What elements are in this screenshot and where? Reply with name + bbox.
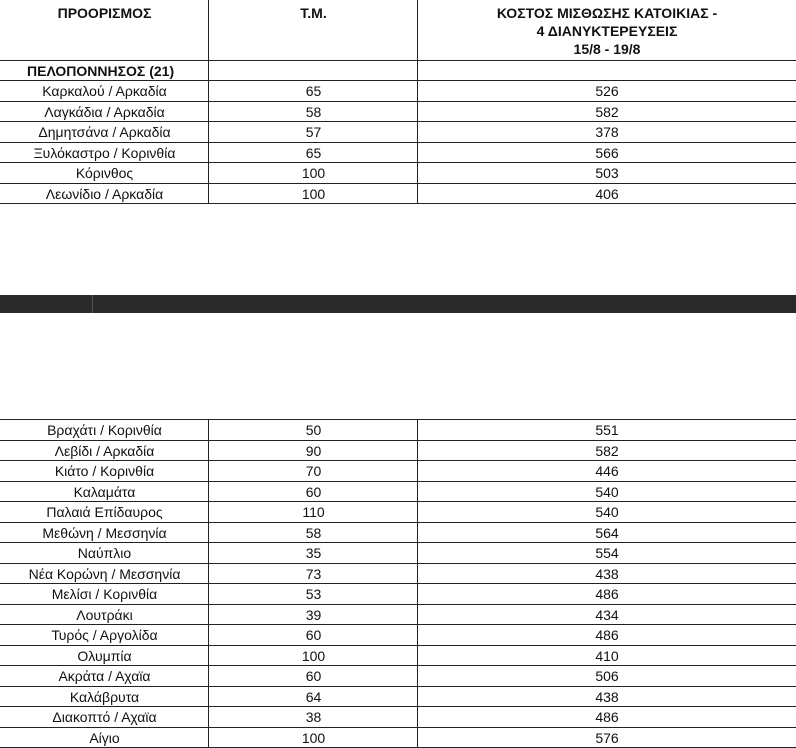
destination-cell: Ακράτα / Αχαϊα bbox=[58, 668, 151, 684]
cost-cell: 526 bbox=[595, 83, 619, 99]
destination-cell: Ναύπλιο bbox=[77, 545, 132, 561]
table-row bbox=[0, 728, 796, 748]
sqm-cell: 65 bbox=[305, 83, 322, 99]
destination-cell: Διακοπτό / Αχαϊα bbox=[52, 709, 157, 725]
cost-cell: 434 bbox=[595, 606, 619, 623]
destination-cell: Ξυλόκαστρο / Κορινθία bbox=[33, 144, 176, 161]
cost-cell: 438 bbox=[595, 688, 619, 705]
sqm-cell: 60 bbox=[305, 627, 322, 643]
sqm-cell: 53 bbox=[305, 586, 322, 602]
table-row bbox=[0, 707, 796, 728]
destination-cell: Παλαιά Επίδαυρος bbox=[46, 504, 163, 520]
cost-cell: 540 bbox=[595, 504, 619, 520]
header-cost-line3: 15/8 - 19/8 bbox=[573, 41, 641, 57]
cost-cell: 554 bbox=[595, 545, 619, 561]
destination-cell: Καρκαλού / Αρκαδία bbox=[42, 83, 167, 99]
destination-cell: Λεβίδι / Αρκαδία bbox=[54, 442, 155, 459]
destination-cell: Νέα Κορώνη / Μεσσηνία bbox=[28, 565, 181, 582]
destination-cell: Λουτράκι bbox=[76, 606, 133, 623]
destination-cell: Λαγκάδια / Αρκαδία bbox=[44, 103, 165, 120]
sqm-cell: 73 bbox=[305, 565, 322, 582]
sqm-cell: 38 bbox=[305, 709, 322, 725]
destination-cell: Ολυμπία bbox=[77, 647, 132, 664]
table-row bbox=[0, 163, 796, 184]
header-cost bbox=[418, 4, 796, 58]
cost-cell: 564 bbox=[595, 524, 619, 541]
destination-cell: Δημητσάνα / Αρκαδία bbox=[38, 124, 171, 140]
sqm-cell: 100 bbox=[301, 165, 326, 181]
sqm-cell: 65 bbox=[305, 144, 322, 161]
band-divider bbox=[92, 295, 93, 313]
destination-cell: Βραχάτι / Κορινθία bbox=[47, 422, 162, 438]
sqm-cell: 100 bbox=[301, 647, 326, 664]
cost-cell: 378 bbox=[595, 124, 619, 140]
header-cost-line2: 4 ΔΙΑΝΥΚΤΕΡΕΥΣΕΙΣ bbox=[536, 23, 678, 39]
sqm-cell: 64 bbox=[305, 688, 322, 705]
header-cost-line1: ΚΟΣΤΟΣ ΜΙΣΘΩΣΗΣ ΚΑΤΟΙΚΙΑΣ - bbox=[496, 5, 718, 21]
sqm-cell: 57 bbox=[305, 124, 322, 140]
table-row bbox=[0, 420, 796, 441]
sqm-cell: 35 bbox=[305, 545, 322, 561]
sqm-cell: 70 bbox=[305, 463, 322, 479]
dark-band bbox=[0, 295, 796, 313]
table-row bbox=[0, 461, 796, 482]
header-sqm: Τ.Μ. bbox=[300, 5, 327, 21]
header-destination: ΠΡΟΟΡΙΣΜΟΣ bbox=[57, 5, 152, 21]
table-row bbox=[0, 605, 796, 626]
cost-cell: 410 bbox=[595, 647, 619, 664]
destination-cell: Αίγιο bbox=[89, 729, 120, 746]
table-row bbox=[0, 523, 796, 544]
table-row bbox=[0, 543, 796, 564]
section-row bbox=[0, 61, 796, 81]
sqm-cell: 39 bbox=[305, 606, 322, 623]
table-row bbox=[0, 143, 796, 164]
table-row bbox=[0, 184, 796, 205]
table-row bbox=[0, 564, 796, 585]
sqm-cell: 60 bbox=[305, 668, 322, 684]
table-row bbox=[0, 441, 796, 462]
rule bbox=[0, 80, 796, 81]
sqm-cell: 58 bbox=[305, 524, 322, 541]
destination-cell: Κιάτο / Κορινθία bbox=[54, 463, 155, 479]
sqm-cell: 50 bbox=[305, 422, 322, 438]
table-row bbox=[0, 102, 796, 123]
cost-cell: 406 bbox=[595, 185, 619, 202]
table-row bbox=[0, 687, 796, 708]
table-row bbox=[0, 666, 796, 687]
destination-cell: Λεωνίδιο / Αρκαδία bbox=[45, 185, 164, 202]
destination-cell: Κόρινθος bbox=[75, 165, 134, 181]
table-row bbox=[0, 482, 796, 503]
cost-cell: 551 bbox=[595, 422, 619, 438]
destination-cell: Μελίσι / Κορινθία bbox=[51, 586, 158, 602]
cost-cell: 576 bbox=[595, 729, 619, 746]
destination-cell: Καλαμάτα bbox=[73, 483, 136, 500]
destination-cell: Μεθώνη / Μεσσηνία bbox=[42, 524, 167, 541]
cost-cell: 566 bbox=[595, 144, 619, 161]
sqm-cell: 60 bbox=[305, 483, 322, 500]
cost-cell: 486 bbox=[595, 627, 619, 643]
cost-cell: 486 bbox=[595, 709, 619, 725]
sqm-cell: 100 bbox=[301, 185, 326, 202]
destination-cell: Τυρός / Αργολίδα bbox=[51, 627, 158, 643]
cost-cell: 438 bbox=[595, 565, 619, 582]
col-divider bbox=[417, 0, 418, 204]
sqm-cell: 110 bbox=[302, 504, 325, 520]
rule bbox=[0, 203, 796, 204]
cost-cell: 582 bbox=[595, 442, 619, 459]
table-row bbox=[0, 122, 796, 143]
table-row bbox=[0, 625, 796, 646]
table-row bbox=[0, 502, 796, 523]
rule bbox=[0, 60, 796, 61]
table-row bbox=[0, 646, 796, 667]
cost-cell: 506 bbox=[595, 668, 619, 684]
cost-cell: 503 bbox=[595, 165, 619, 181]
sqm-cell: 58 bbox=[305, 103, 322, 120]
section-label: ΠΕΛΟΠΟΝΝΗΣΟΣ (21) bbox=[27, 63, 175, 79]
cost-cell: 446 bbox=[595, 463, 619, 479]
cost-cell: 486 bbox=[595, 586, 619, 602]
sqm-cell: 90 bbox=[305, 442, 322, 459]
cost-cell: 582 bbox=[595, 103, 619, 120]
cost-cell: 540 bbox=[595, 483, 619, 500]
sqm-cell: 100 bbox=[301, 729, 326, 746]
table-row bbox=[0, 584, 796, 605]
col-divider bbox=[208, 0, 209, 204]
table-row bbox=[0, 81, 796, 102]
destination-cell: Καλάβρυτα bbox=[69, 688, 140, 705]
